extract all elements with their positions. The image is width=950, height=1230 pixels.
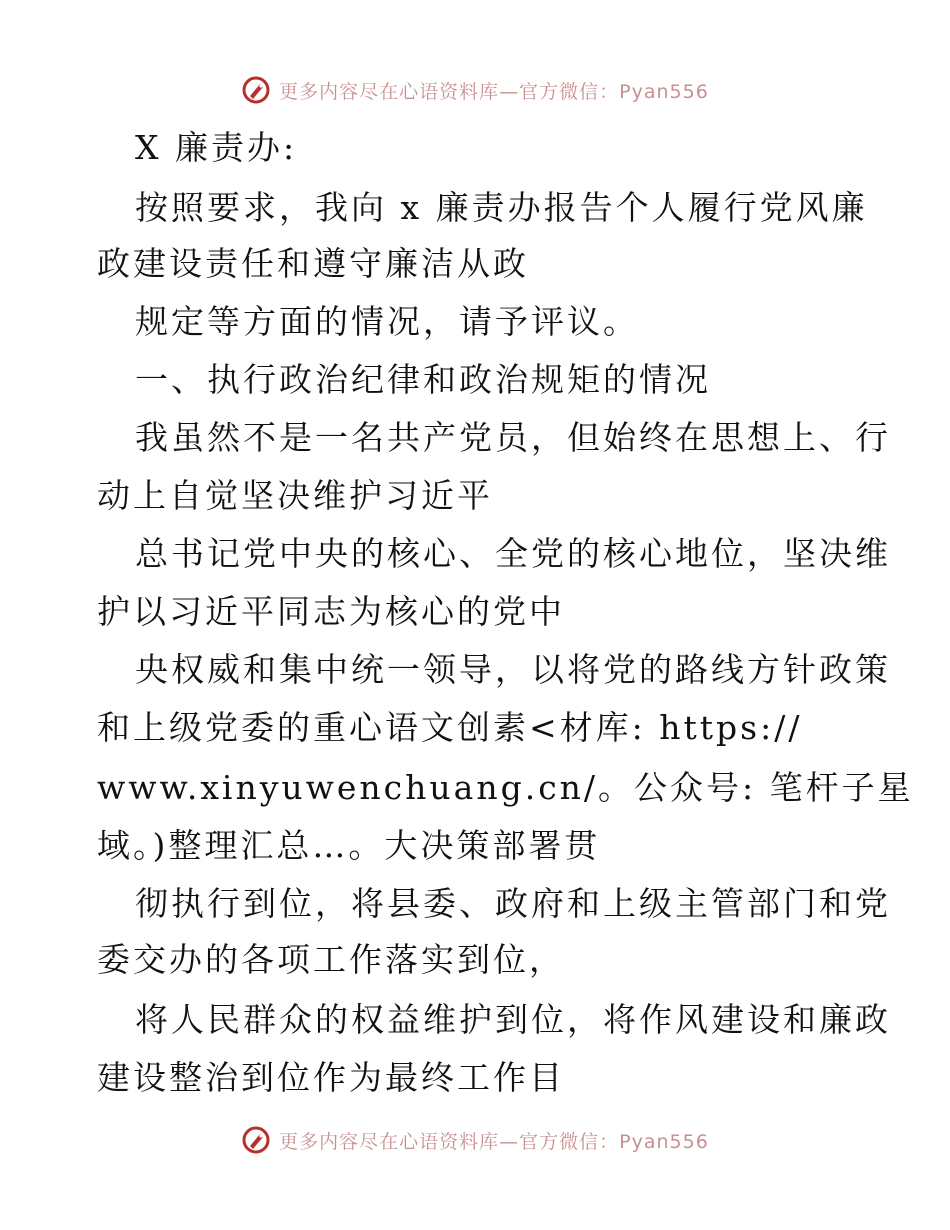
paragraph-line: 建设整治到位作为最终工作目 [97,1058,565,1097]
section-heading: 一、执行政治纪律和政治规矩的情况 [135,360,711,399]
paragraph-line: www.xinyuwenchuang.cn/。公众号: 笔杆子星 [97,768,914,807]
watermark-text: 更多内容尽在心语资料库—官方微信：Pyan556 [279,80,709,103]
salutation: X 廉责办: [135,128,298,167]
paragraph-line: 规定等方面的情况，请予评议。 [135,302,639,341]
pen-nib-circle-icon [241,1125,271,1155]
paragraph-line: 将人民群众的权益维护到位，将作风建设和廉政 [135,1000,891,1039]
paragraph-line: 和上级党委的重心语文创素<材库: https:// [97,708,803,747]
paragraph-line: 域。)整理汇总…。大决策部署贯 [97,826,601,865]
paragraph-line: 我虽然不是一名共产党员，但始终在思想上、行 [135,418,891,457]
paragraph-line: 政建设责任和遵守廉洁从政 [97,244,529,283]
paragraph-line: 动上自觉坚决维护习近平 [97,476,493,515]
paragraph-line: 总书记党中央的核心、全党的核心地位，坚决维 [135,534,891,573]
paragraph-line: 彻执行到位，将县委、政府和上级主管部门和党 [135,884,891,923]
watermark-text: 更多内容尽在心语资料库—官方微信：Pyan556 [279,1130,709,1153]
footer-watermark [0,1122,950,1158]
paragraph-line: 按照要求，我向 x 廉责办报告个人履行党风廉 [135,188,868,227]
paragraph-line: 委交办的各项工作落实到位， [97,940,565,979]
paragraph-line: 央权威和集中统一领导，以将党的路线方针政策 [135,650,891,689]
paragraph-line: 护以习近平同志为核心的党中 [97,592,565,631]
